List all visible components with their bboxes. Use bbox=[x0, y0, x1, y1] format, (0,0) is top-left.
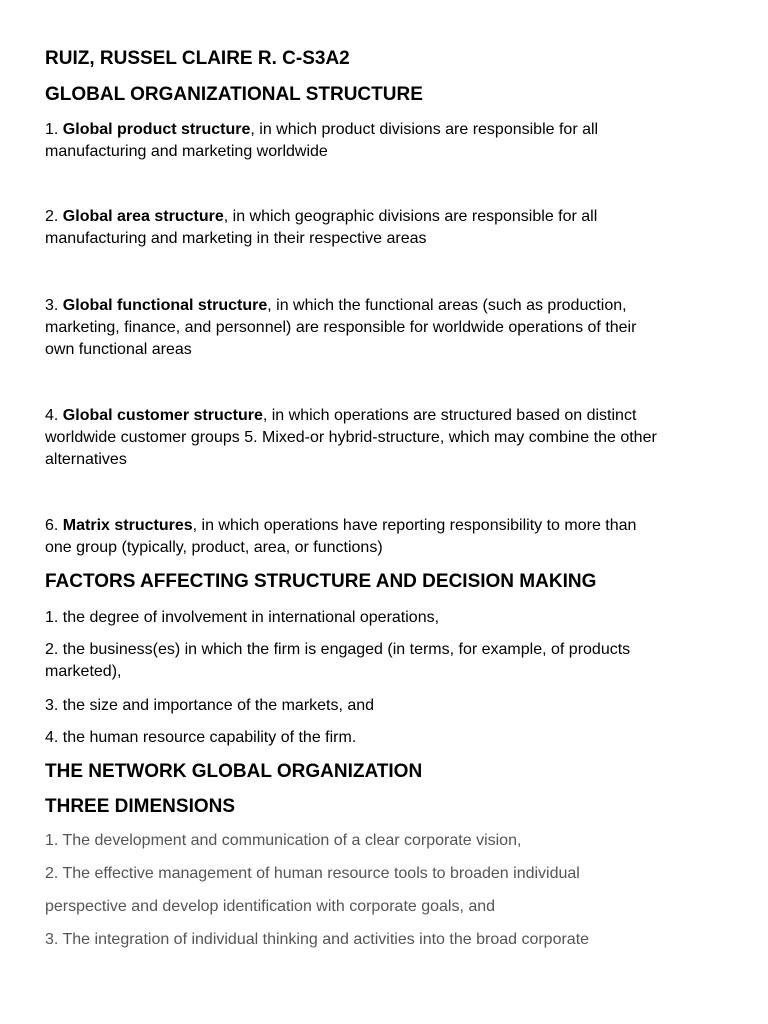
list-item: 3. The integration of individual thinking and activities into the broad corporate bbox=[45, 931, 590, 948]
list-item-continuation: marketing, finance, and personnel) are responsible for worldwide operations of their bbox=[45, 319, 637, 336]
list-item bbox=[45, 119, 735, 141]
list-item: 1. the degree of involvement in international operations, bbox=[45, 609, 440, 626]
item-number: 1. bbox=[45, 121, 63, 138]
item-number: 2. bbox=[45, 208, 63, 225]
list-item-continuation: marketed), bbox=[45, 663, 122, 680]
item-number: 4. bbox=[45, 407, 63, 424]
list-item-continuation: one group (typically, product, area, or functions) bbox=[45, 539, 383, 556]
item-term: Matrix structures bbox=[62, 517, 193, 534]
item-text: , in which the functional areas (such as production, bbox=[267, 297, 627, 314]
list-item-continuation: manufacturing and marketing worldwide bbox=[45, 143, 328, 160]
item-text: , in which product divisions are responsible for all bbox=[250, 121, 599, 138]
item-number: 6. bbox=[45, 517, 63, 534]
item-term: Global area structure bbox=[62, 208, 224, 225]
section-title-three-dimensions: THREE DIMENSIONS bbox=[45, 796, 236, 817]
list-item bbox=[45, 405, 735, 427]
list-item: 4. the human resource capability of the firm. bbox=[45, 729, 357, 746]
list-item: 1. The development and communication of a clear corporate vision, bbox=[45, 832, 522, 849]
section-title-global-structure: GLOBAL ORGANIZATIONAL STRUCTURE bbox=[45, 84, 423, 105]
author-line: RUIZ, RUSSEL CLAIRE R. C-S3A2 bbox=[45, 48, 350, 69]
list-item-continuation: manufacturing and marketing in their respective areas bbox=[45, 230, 427, 247]
list-item: 2. the business(es) in which the firm is engaged (in terms, for example, of products bbox=[45, 641, 631, 658]
list-item-continuation: perspective and develop identification with corporate goals, and bbox=[45, 898, 496, 915]
list-item bbox=[45, 206, 735, 228]
item-text: , in which operations are structured based on distinct bbox=[262, 407, 637, 424]
list-item-continuation: own functional areas bbox=[45, 341, 192, 358]
item-term: Global product structure bbox=[62, 121, 251, 138]
list-item-continuation: alternatives bbox=[45, 451, 127, 468]
item-term: Global functional structure bbox=[62, 297, 268, 314]
list-item bbox=[45, 515, 735, 537]
item-term: Global customer structure bbox=[62, 407, 263, 424]
section-title-network: THE NETWORK GLOBAL ORGANIZATION bbox=[45, 761, 423, 782]
list-item-continuation: worldwide customer groups 5. Mixed-or hybrid-structure, which may combine the other bbox=[45, 429, 657, 446]
list-item: 2. The effective management of human resource tools to broaden individual bbox=[45, 865, 580, 882]
section-title-factors: FACTORS AFFECTING STRUCTURE AND DECISION MAKING bbox=[45, 571, 597, 592]
list-item: 3. the size and importance of the markets, and bbox=[45, 697, 375, 714]
list-item bbox=[45, 295, 735, 317]
item-text: , in which geographic divisions are responsible for all bbox=[223, 208, 598, 225]
item-number: 3. bbox=[45, 297, 63, 314]
item-text: , in which operations have reporting responsibility to more than bbox=[192, 517, 637, 534]
